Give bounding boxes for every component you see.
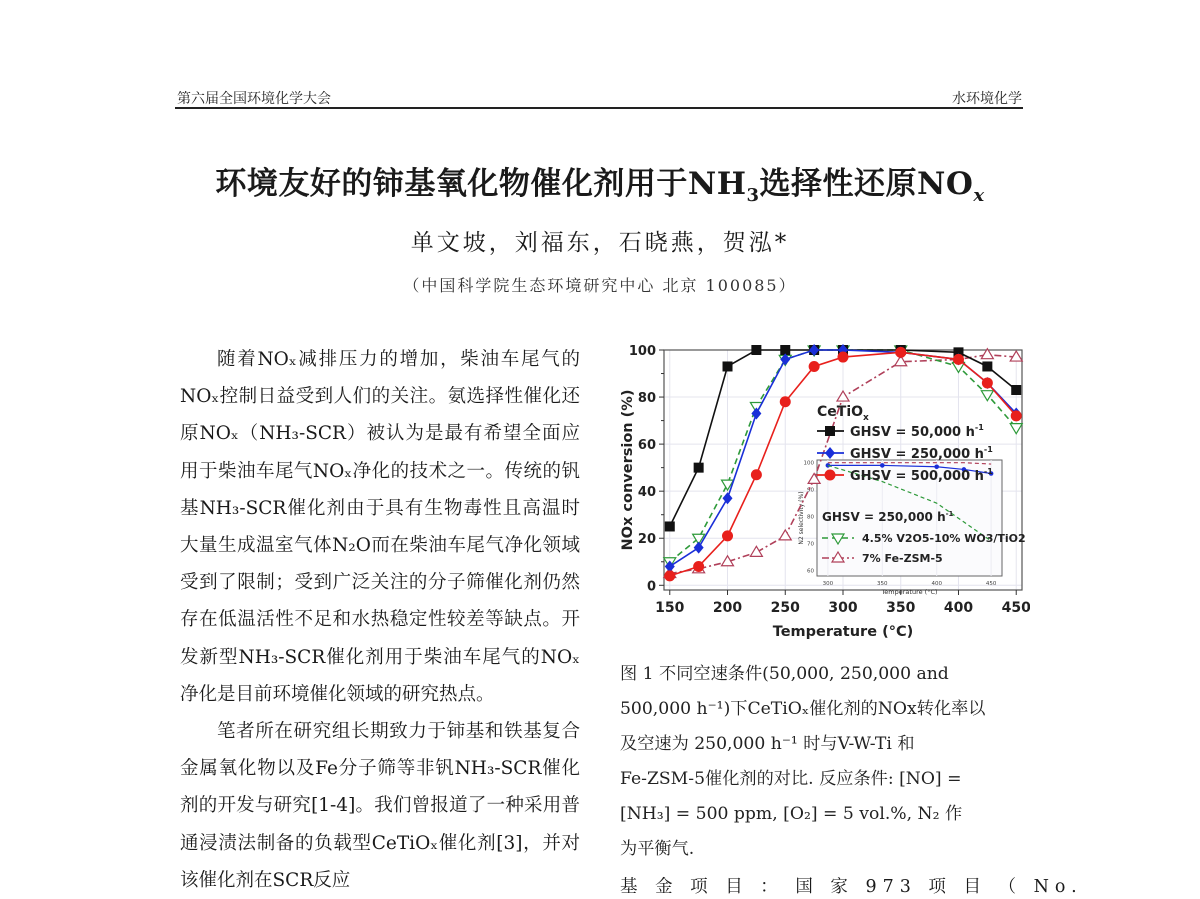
caption-line: 图 1 不同空速条件(50,000, 250,000 and [620,664,949,684]
paper-title [0,158,1200,206]
running-header-section: 水环境化学 [952,91,1022,107]
x-axis-label: Temperature (°C) [772,624,914,640]
title-subscript-3: 3 [746,185,760,207]
circle-marker [780,396,791,407]
triangle-down-marker [1010,424,1022,434]
affiliation: （中国科学院生态环境研究中心 北京 100085） [403,276,797,295]
circle-marker [1011,410,1022,421]
inset-y-tick-label: 70 [807,541,814,548]
figure-1-chart [612,338,1030,643]
x-tick-label: 400 [943,600,974,616]
legend-secondary-title: GHSV = 250,000 $h^{-1}$ [822,510,954,524]
title-text-2: 选择性还原NO [759,166,974,202]
inset-x-tick-label: 350 [877,581,888,587]
triangle-up-marker [750,546,762,556]
inset-y-tick-label: 80 [807,514,814,521]
x-tick-label: 300 [828,600,858,616]
diamond-marker [694,542,704,554]
y-tick-label: 40 [637,485,656,501]
square-marker [982,361,992,371]
circle-marker [751,469,762,480]
inset-x-axis-label: Temperature (°C) [881,588,938,596]
inset-y-tick-label: 90 [807,487,814,494]
diamond-marker [825,447,835,459]
legend-entry: GHSV = 50,000 $h^{-1}$ [850,423,984,440]
circle-marker [809,361,820,372]
paragraph-intro: 随着NOₓ减排压力的增加，柴油车尾气的NOₓ控制日益受到人们的关注。氨选择性催化还原NOₓ（NH₃-SCR）被认为是最有希望全面应用于柴油车尾气NOₓ净化的技术之一。传统的钒基NH₃-SCR催化剂由于具有生物毒性且高温时大量生成温室气体N₂O而在柴油车尾气净化领域受到了限制；受到广泛关注的分子筛催化剂仍然存在低温活性不足和水热稳定性较差等缺点。开发新型NH₃-SCR催化剂用于柴油车尾气的NOₓ净化是目前环境催化领域的研究热点。 [180,349,580,705]
y-tick-label: 20 [637,532,656,548]
inset-x-tick-label: 300 [822,581,834,587]
circle-marker [953,354,964,365]
legend-entry: 7% Fe-ZSM-5 [862,552,943,565]
inset-y-axis-label: N2 selectivity (%) [798,491,805,545]
circle-marker [895,347,906,358]
inset-y-tick-label: 60 [807,568,814,575]
x-tick-label: 250 [770,600,800,616]
legend-entry: GHSV = 250,000 $h^{-1}$ [850,445,993,462]
y-tick-label: 60 [637,438,656,454]
caption-line: [NH₃] = 500 ppm, [O₂] = 5 vol.%, N₂ 作 [620,804,963,824]
diamond-marker [751,408,761,420]
running-header-conference: 第六届全国环境化学大会 [177,91,331,107]
body-left-column [180,341,580,899]
inset-x-tick-label: 400 [931,581,942,587]
square-marker [723,361,733,371]
circle-marker [982,377,993,388]
nox-conversion-chart [612,338,1030,643]
x-tick-label: 200 [712,600,743,616]
inset-y-tick-label: 100 [803,460,814,467]
y-tick-label: 100 [628,344,656,359]
author-list: 单文坡，刘福东，石晓燕，贺泓* [410,230,790,256]
caption-line: 为平衡气. [620,839,695,859]
caption-line: Fe-ZSM-5催化剂的对比. 反应条件: [NO] = [620,769,962,789]
x-tick-label: 350 [886,600,916,616]
funding-note: 基 金 项 目 ： 国 家 973 项 目 （ No. [620,877,1083,897]
legend-entry: GHSV = 500,000 $h^{-1}$ [850,467,993,484]
circle-marker [722,530,733,541]
square-marker [694,463,704,473]
square-marker [751,345,761,355]
triangle-up-marker [837,391,849,401]
x-tick-label: 450 [1001,600,1030,616]
paragraph-research: 笔者所在研究组长期致力于铈基和铁基复合金属氧化物以及Fe分子筛等非钒NH₃-SCR催化剂的开发与研究[1-4]。我们曾报道了一种采用普通浸渍法制备的负载型CeTiOₓ催化剂[3]，并对该催化剂在SCR反应 [180,721,580,891]
circle-marker [693,561,704,572]
diamond-marker [723,492,733,504]
x-tick-label: 150 [655,600,685,616]
figure-caption [620,657,1020,867]
caption-line: 500,000 h⁻¹)下CeTiOₓ催化剂的NOx转化率以 [620,699,986,719]
inset-x-tick-label: 450 [985,581,997,587]
triangle-up-marker [779,530,791,540]
header-divider [175,107,1023,109]
square-marker [1011,385,1021,395]
square-marker [665,521,675,531]
legend-title: CeTiO$_x$ [817,404,869,423]
circle-marker [825,470,836,481]
circle-marker [664,570,675,581]
circle-marker [838,352,849,363]
y-tick-label: 0 [646,579,656,595]
square-marker [825,426,835,436]
legend-entry: 4.5% V2O5-10% WO3/TiO2 [862,532,1026,545]
title-subscript-x: x [973,185,985,207]
y-tick-label: 80 [637,391,656,407]
caption-line: 及空速为 250,000 h⁻¹ 时与V-W-Ti 和 [620,734,915,754]
y-axis-label: NOx conversion (%) [620,389,636,551]
title-text-1: 环境友好的铈基氧化物催化剂用于NH [215,166,747,202]
